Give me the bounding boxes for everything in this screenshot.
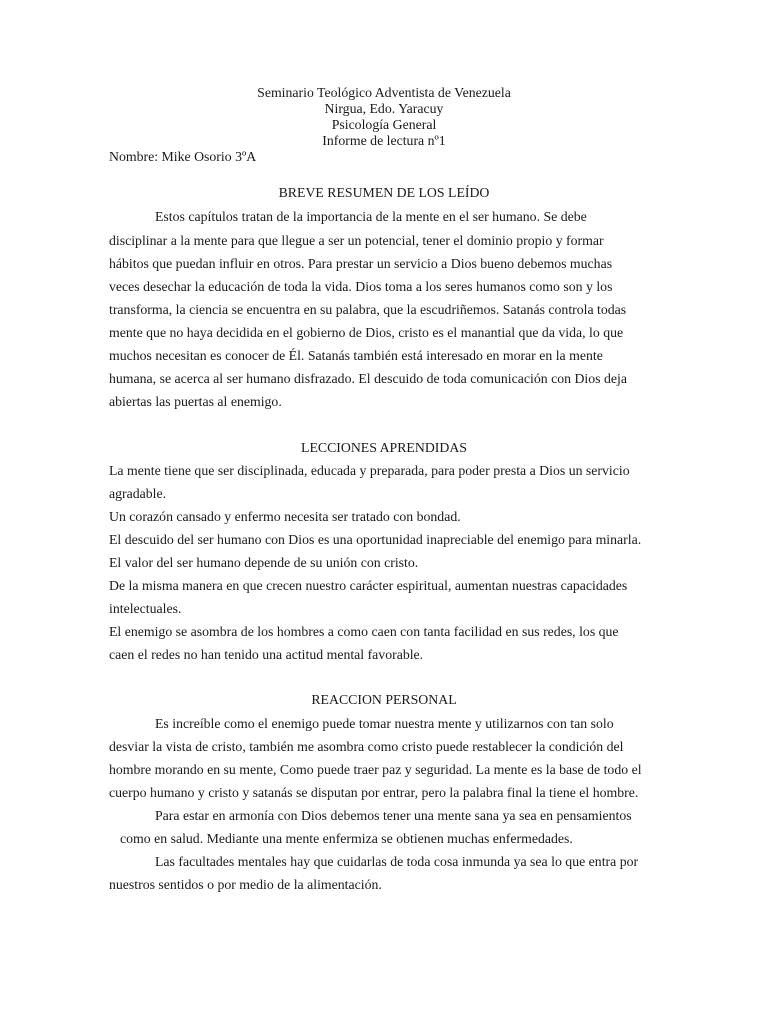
lessons-line: El descuido del ser humano con Dios es una oportunidad inapreciable del enemigo para minarla. — [109, 532, 642, 547]
location-line: Nirgua, Edo. Yaracuy — [324, 101, 444, 116]
reaction-line: cuerpo humano y cristo y satanás se disputan por entrar, pero la palabra final la tiene el hombre. — [109, 785, 639, 800]
reaction-line: Para estar en armonía con Dios debemos tener una mente sana ya sea en pensamientos — [155, 808, 632, 823]
lessons-line: La mente tiene que ser disciplinada, educada y preparada, para poder presta a Dios un servicio — [109, 463, 630, 478]
reaction-line: Es increíble como el enemigo puede tomar nuestra mente y utilizarnos con tan solo — [155, 716, 614, 731]
summary-heading: BREVE RESUMEN DE LOS LEÍDO — [278, 185, 490, 200]
lessons-line: caen el redes no han tenido una actitud mental favorable. — [109, 647, 424, 662]
lessons-line: Un corazón cansado y enfermo necesita ser tratado con bondad. — [109, 509, 461, 524]
lessons-line: De la misma manera en que crecen nuestro carácter espiritual, aumentan nuestras capacidades — [109, 578, 628, 593]
lessons-line: El valor del ser humano depende de su unión con cristo. — [109, 555, 419, 570]
student-name: Nombre: Mike Osorio 3ºA — [109, 149, 257, 164]
summary-line: muchos necesitan es conocer de Él. Satanás también está interesado en morar en la mente — [109, 348, 603, 363]
summary-line: mente que no haya decidida en el gobierno de Dios, cristo es el manantial que da vida, lo que — [109, 325, 624, 340]
summary-line: disciplinar a la mente para que llegue a ser un potencial, tener el dominio propio y formar — [109, 233, 604, 248]
report-title: Informe de lectura nº1 — [322, 133, 446, 148]
reaction-line: Las facultades mentales hay que cuidarlas de toda cosa inmunda ya sea lo que entra por — [155, 854, 639, 869]
institution-title: Seminario Teológico Adventista de Venezuela — [257, 85, 511, 100]
summary-line: abiertas las puertas al enemigo. — [109, 394, 282, 409]
summary-line: hábitos que puedan influir en otros. Para prestar un servicio a Dios bueno debemos muchas — [109, 256, 613, 271]
reaction-line: desviar la vista de cristo, también me asombra como cristo puede restablecer la condición del — [109, 739, 624, 754]
lessons-line: intelectuales. — [109, 601, 182, 616]
reaction-line: hombre morando en su mente, Como puede traer paz y seguridad. La mente es la base de todo el — [109, 762, 642, 777]
reaction-line: nuestros sentidos o por medio de la alimentación. — [109, 877, 382, 892]
reaction-line: como en salud. Mediante una mente enfermiza se obtienen muchas enfermedades. — [120, 831, 573, 846]
lessons-line: agradable. — [109, 486, 167, 501]
lessons-line: El enemigo se asombra de los hombres a como caen con tanta facilidad en sus redes, los que — [109, 624, 619, 639]
summary-line: humana, se acerca al ser humano disfrazado. El descuido de toda comunicación con Dios deja — [109, 371, 627, 386]
reaction-heading: REACCION PERSONAL — [311, 692, 457, 707]
lessons-heading: LECCIONES APRENDIDAS — [301, 440, 467, 455]
summary-line: transforma, la ciencia se encuentra en su palabra, que la escudriñemos. Satanás controla todas — [109, 302, 627, 317]
summary-line: Estos capítulos tratan de la importancia de la mente en el ser humano. Se debe — [155, 209, 587, 224]
summary-line: veces desechar la educación de toda la vida. Dios toma a los seres humanos como son y los — [109, 279, 613, 294]
subject-line: Psicología General — [331, 117, 437, 132]
